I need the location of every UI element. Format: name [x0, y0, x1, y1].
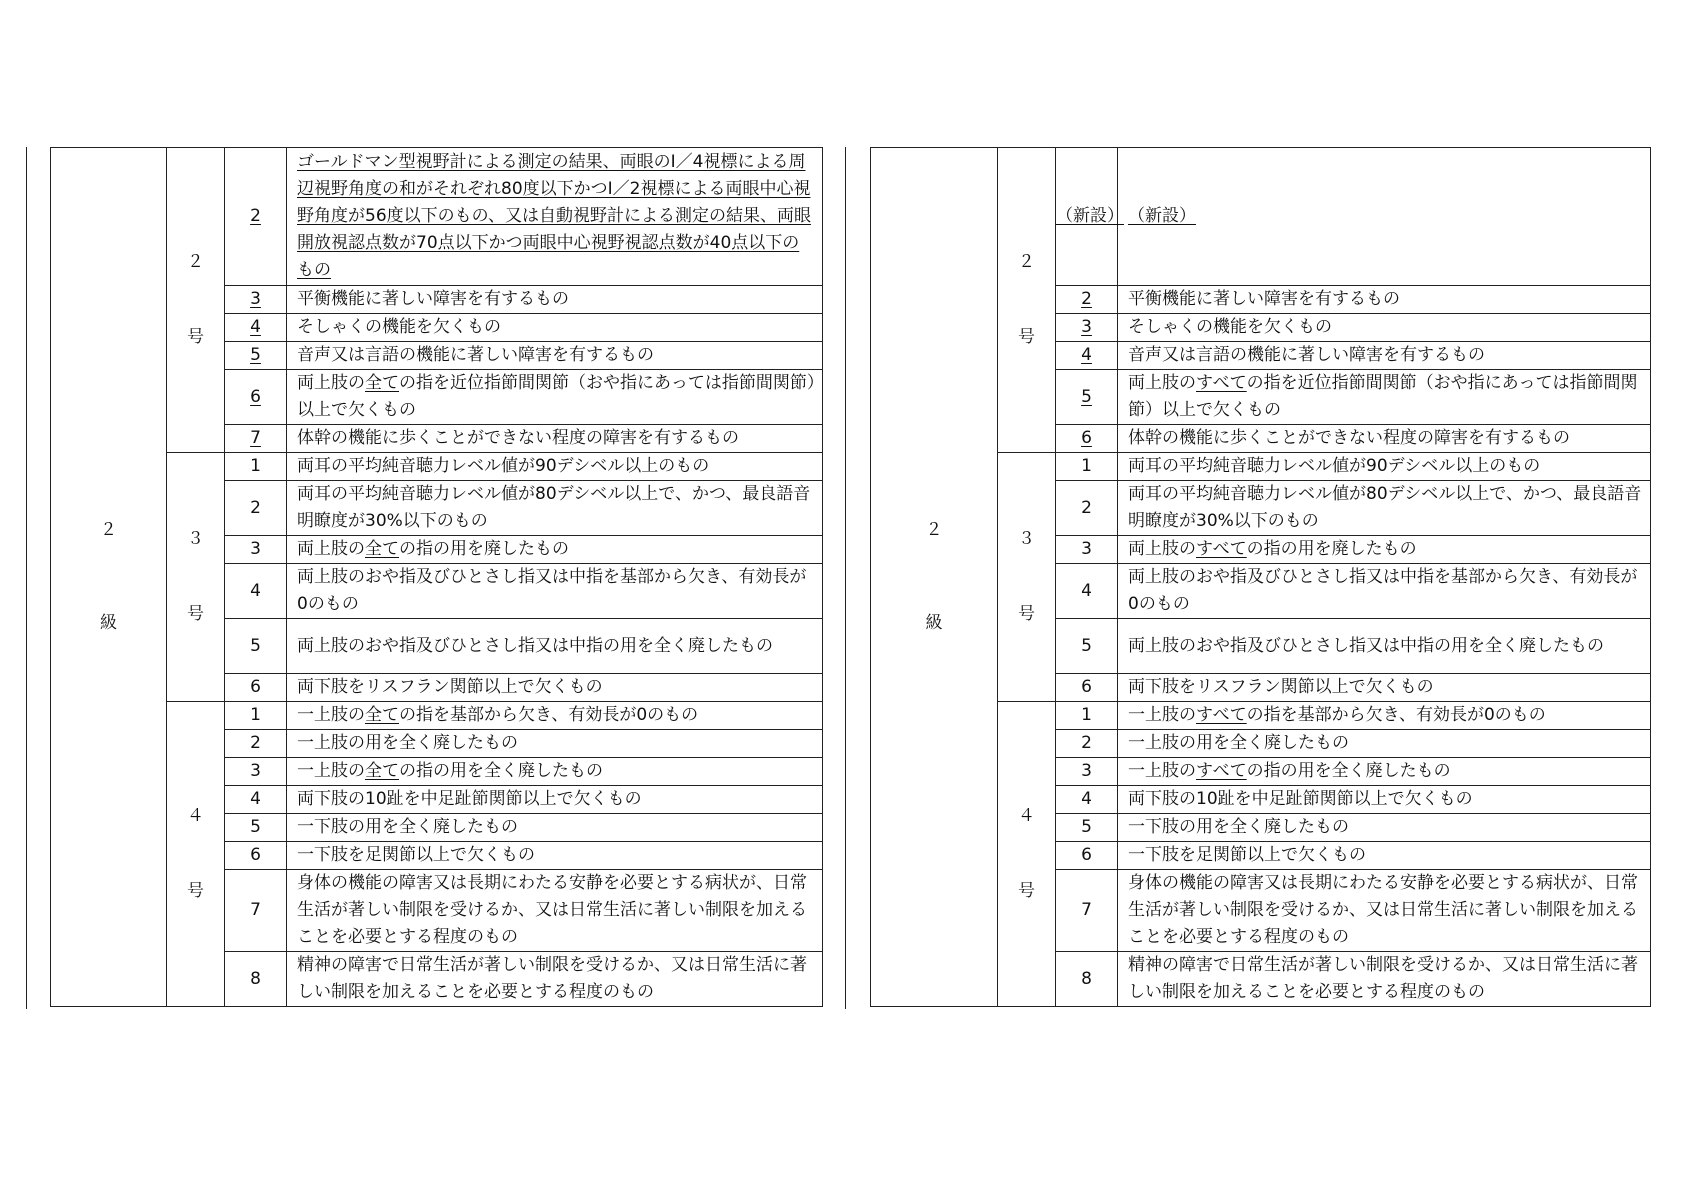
grade-number: ２ [925, 520, 943, 540]
item-number-cell [225, 314, 287, 342]
description-text: （新設） [1128, 206, 1196, 226]
description-amended-term: すべて [1196, 373, 1247, 393]
item-number-cell [1056, 786, 1118, 814]
description-amended-term: 全て [365, 539, 399, 559]
item-number-cell [225, 148, 287, 286]
item-description-cell [1118, 314, 1651, 342]
grade-kanji: 級 [925, 613, 943, 633]
item-description [297, 425, 816, 452]
left-margin-rule [26, 147, 27, 1009]
item-description-cell [287, 952, 823, 1007]
item-number: 5 [1081, 817, 1092, 837]
item-number-cell [1056, 842, 1118, 870]
go-cell [998, 702, 1056, 1007]
description-text-post: の指を近位指節間関節（おや指にあっては指節間関節）以上で欠くもの [297, 373, 816, 420]
item-number: 4 [250, 317, 261, 337]
item-description [1128, 314, 1644, 341]
item-number-cell [225, 952, 287, 1007]
item-number: 8 [250, 968, 261, 989]
description-text-post: の指の用を全く廃したもの [399, 761, 603, 781]
item-description-cell [287, 425, 823, 453]
item-description [297, 842, 816, 869]
item-description-cell [287, 619, 823, 674]
item-number: 5 [1081, 386, 1092, 407]
grade-label [51, 517, 166, 637]
go-label [998, 803, 1055, 905]
description-text: 一下肢を足関節以上で欠くもの [1128, 845, 1366, 865]
description-text-pre: 両上肢の [1128, 373, 1196, 393]
item-number-cell [225, 370, 287, 425]
go-label [998, 526, 1055, 628]
go-cell [998, 453, 1056, 702]
item-number: 2 [250, 206, 261, 226]
item-description [1128, 758, 1644, 785]
item-number-cell [1056, 342, 1118, 370]
description-text: 一上肢の用を全く廃したもの [1128, 733, 1349, 753]
left-grade-table [50, 147, 823, 1007]
item-description-cell [287, 564, 823, 619]
item-description [297, 370, 816, 424]
description-text: 両耳の平均純音聴力レベル値が90デシベル以上のもの [297, 456, 710, 476]
item-description [1128, 536, 1644, 563]
description-amended-term: 全て [365, 761, 399, 781]
item-number: 4 [1081, 580, 1092, 601]
item-description-cell [287, 453, 823, 481]
item-number: 1 [1081, 456, 1092, 476]
item-description-cell [1118, 870, 1651, 952]
table-row [51, 702, 823, 730]
description-text: そしゃくの機能を欠くもの [1128, 317, 1332, 337]
item-description-cell [287, 702, 823, 730]
go-kanji: 号 [187, 881, 204, 901]
item-number-cell [1056, 702, 1118, 730]
item-number-cell [1056, 730, 1118, 758]
description-text-pre: 一上肢の [297, 761, 365, 781]
item-number-cell [225, 342, 287, 370]
go-kanji: 号 [1018, 604, 1035, 624]
item-description-cell [1118, 425, 1651, 453]
description-amended-term: すべて [1196, 705, 1247, 725]
item-description [1128, 814, 1644, 841]
item-description [1128, 481, 1644, 535]
item-number: 5 [250, 817, 261, 837]
description-text: 平衡機能に著しい障害を有するもの [297, 289, 569, 309]
item-description [1128, 702, 1644, 729]
item-description [1128, 370, 1644, 424]
description-text: 身体の機能の障害又は長期にわたる安静を必要とする病状が、日常生活が著しい制限を受けるか、又は日常生活に著しい制限を加えることを必要とする程度のもの [297, 873, 807, 947]
go-number: ２ [1018, 252, 1035, 272]
item-description [1128, 870, 1644, 951]
description-text: 音声又は言語の機能に著しい障害を有するもの [1128, 345, 1485, 365]
item-number: 2 [1081, 733, 1092, 753]
item-description [297, 786, 816, 813]
item-description-cell [1118, 342, 1651, 370]
item-number: 4 [1081, 789, 1092, 809]
description-text: 一下肢を足関節以上で欠くもの [297, 845, 535, 865]
description-text: 身体の機能の障害又は長期にわたる安静を必要とする病状が、日常生活が著しい制限を受けるか、又は日常生活に著しい制限を加えることを必要とする程度のもの [1128, 873, 1638, 947]
item-description [297, 536, 816, 563]
grade-cell [51, 148, 167, 1007]
item-number-cell [225, 481, 287, 536]
description-amended-term: すべて [1196, 761, 1247, 781]
go-number: ３ [187, 529, 204, 549]
item-number: 7 [1081, 900, 1092, 920]
item-description-cell [287, 674, 823, 702]
item-number-cell [1056, 758, 1118, 786]
item-number-cell [225, 425, 287, 453]
go-number: ４ [187, 806, 204, 826]
description-text-post: の指の用を全く廃したもの [1246, 761, 1451, 781]
item-number: 2 [1081, 497, 1092, 518]
item-description [1128, 952, 1644, 1006]
description-text: ゴールドマン型視野計による測定の結果、両眼のI／4視標による周辺視野角度の和がそれぞれ80度以下かつI／2視標による両眼中心視野角度が56度以下のもの、又は自動視野計による測定の結果、両眼開放視認点数が70点以下かつ両眼中心視野視認点数が40点以下のもの [297, 152, 811, 280]
item-number: 7 [250, 428, 261, 448]
item-description-cell [287, 842, 823, 870]
description-text: 体幹の機能に歩くことができない程度の障害を有するもの [1128, 428, 1570, 448]
description-text: そしゃくの機能を欠くもの [297, 317, 501, 337]
item-number-cell [1056, 564, 1118, 619]
item-number: 2 [250, 497, 261, 518]
item-description [1128, 564, 1644, 618]
item-description-cell [1118, 814, 1651, 842]
description-text: 両下肢をリスフラン関節以上で欠くもの [1128, 677, 1434, 697]
table-body [51, 148, 823, 1007]
description-text-pre: 両上肢の [297, 373, 365, 393]
description-text-pre: 一上肢の [297, 705, 365, 725]
item-description [1128, 730, 1644, 757]
item-description-cell [287, 481, 823, 536]
description-text: 両上肢のおや指及びひとさし指又は中指を基部から欠き、有効長が0のもの [1128, 567, 1638, 614]
item-description-cell [1118, 370, 1651, 425]
item-number-cell [1056, 674, 1118, 702]
go-number: ２ [187, 252, 204, 272]
item-number-cell [1056, 453, 1118, 481]
item-description [297, 286, 816, 313]
item-number: 6 [1081, 428, 1092, 448]
go-kanji: 号 [187, 327, 204, 347]
item-description-cell [1118, 842, 1651, 870]
item-number: 1 [250, 456, 261, 476]
item-description-cell [287, 148, 823, 286]
item-number-cell [225, 786, 287, 814]
description-text: 両下肢の10趾を中足趾節関節以上で欠くもの [1128, 789, 1473, 809]
item-number: 5 [1081, 635, 1092, 656]
item-description-cell [1118, 564, 1651, 619]
item-description [297, 758, 816, 785]
item-description-cell [1118, 481, 1651, 536]
item-description [297, 633, 816, 660]
item-description-cell [287, 730, 823, 758]
item-description-cell [287, 758, 823, 786]
item-number-cell [225, 674, 287, 702]
description-text-pre: 一上肢の [1128, 761, 1196, 781]
description-text-pre: 両上肢の [297, 539, 365, 559]
description-text: 両上肢のおや指及びひとさし指又は中指の用を全く廃したもの [297, 635, 773, 656]
item-number-cell [225, 619, 287, 674]
item-description [297, 149, 816, 284]
table-body [871, 148, 1651, 1007]
go-kanji: 号 [187, 604, 204, 624]
go-label [167, 526, 224, 628]
description-text-pre: 一上肢の [1128, 705, 1196, 725]
go-kanji: 号 [1018, 881, 1035, 901]
item-description-cell [287, 342, 823, 370]
item-number: 3 [1081, 539, 1092, 559]
item-description [1128, 286, 1644, 313]
item-number: 6 [250, 386, 261, 407]
item-description [1128, 453, 1644, 480]
description-text: 両耳の平均純音聴力レベル値が80デシベル以上で、かつ、最良語音明瞭度が30%以下のもの [297, 484, 811, 531]
item-description-cell [1118, 536, 1651, 564]
item-number: 3 [250, 289, 261, 309]
description-amended-term: 全て [365, 373, 399, 393]
item-number-cell [1056, 952, 1118, 1007]
item-description-cell [1118, 619, 1651, 674]
description-text-post: の指を基部から欠き、有効長が0のもの [1246, 705, 1546, 725]
description-amended-term: すべて [1196, 539, 1247, 559]
item-description [297, 814, 816, 841]
item-number: 3 [1081, 761, 1092, 781]
item-number: 3 [250, 761, 261, 781]
item-number: （新設） [1056, 206, 1124, 226]
go-label [167, 249, 224, 351]
item-number: 5 [250, 635, 261, 656]
description-text: 両耳の平均純音聴力レベル値が80デシベル以上で、かつ、最良語音明瞭度が30%以下のもの [1128, 484, 1642, 531]
description-amended-term: 全て [365, 705, 399, 725]
item-number: 4 [250, 789, 261, 809]
item-description-cell [287, 786, 823, 814]
item-description [1128, 425, 1644, 452]
item-number: 6 [1081, 677, 1092, 697]
go-label [167, 803, 224, 905]
item-description [1128, 674, 1644, 701]
item-number-cell [1056, 425, 1118, 453]
item-description [297, 702, 816, 729]
item-description [1128, 342, 1644, 369]
table-row [51, 148, 823, 286]
description-text: 精神の障害で日常生活が著しい制限を受けるか、又は日常生活に著しい制限を加えることを必要とする程度のもの [297, 955, 807, 1002]
item-description [297, 952, 816, 1006]
item-description [297, 481, 816, 535]
item-number-cell [225, 536, 287, 564]
description-text: 両耳の平均純音聴力レベル値が90デシベル以上のもの [1128, 456, 1541, 476]
item-number-cell [1056, 870, 1118, 952]
item-description-cell [287, 370, 823, 425]
item-number-cell [225, 286, 287, 314]
item-number: 6 [1081, 845, 1092, 865]
item-description [1128, 203, 1644, 230]
item-description [297, 564, 816, 618]
item-number-cell [225, 758, 287, 786]
table-row [51, 453, 823, 481]
go-cell [167, 148, 225, 453]
item-number-cell [1056, 286, 1118, 314]
item-number-cell [225, 564, 287, 619]
item-description [297, 453, 816, 480]
description-text-post: の指を基部から欠き、有効長が0のもの [399, 705, 699, 725]
description-text-post: の指の用を廃したもの [399, 539, 569, 559]
item-description-cell [287, 314, 823, 342]
go-cell [167, 453, 225, 702]
table-row [871, 148, 1651, 286]
item-number-cell [225, 702, 287, 730]
item-number: 7 [250, 900, 261, 920]
item-description-cell [1118, 786, 1651, 814]
item-number: 6 [250, 677, 261, 697]
grade-kanji: 級 [100, 613, 117, 633]
center-divider-rule [845, 147, 846, 1009]
item-description-cell [1118, 453, 1651, 481]
item-number-cell [225, 730, 287, 758]
description-text: 一下肢の用を全く廃したもの [297, 817, 518, 837]
item-number: 4 [250, 580, 261, 601]
description-text: 体幹の機能に歩くことができない程度の障害を有するもの [297, 428, 739, 448]
item-number-cell [1056, 481, 1118, 536]
item-number: 6 [250, 845, 261, 865]
item-number-cell [225, 814, 287, 842]
item-description-cell [287, 870, 823, 952]
item-description-cell [1118, 758, 1651, 786]
item-description-cell [1118, 674, 1651, 702]
description-text-post: の指を近位指節間関節（おや指にあっては指節間関節）以上で欠くもの [1128, 373, 1638, 420]
grade-label [871, 517, 997, 637]
description-text: 両下肢をリスフラン関節以上で欠くもの [297, 677, 603, 697]
item-description [1128, 633, 1644, 660]
item-number: 1 [1081, 705, 1092, 725]
grade-number: ２ [100, 520, 117, 540]
item-number-cell [1056, 370, 1118, 425]
description-text-pre: 両上肢の [1128, 539, 1196, 559]
item-number: 5 [250, 345, 261, 365]
item-description-cell [1118, 148, 1651, 286]
item-number-cell [225, 453, 287, 481]
right-grade-table [870, 147, 1651, 1007]
item-number-cell [1056, 314, 1118, 342]
item-number: 1 [250, 705, 261, 725]
item-number: 3 [250, 539, 261, 559]
item-number-cell [1056, 619, 1118, 674]
item-number: 2 [1081, 289, 1092, 309]
item-description [1128, 842, 1644, 869]
item-description [1128, 786, 1644, 813]
description-text: 両上肢のおや指及びひとさし指又は中指を基部から欠き、有効長が0のもの [297, 567, 807, 614]
grade-cell [871, 148, 998, 1007]
item-description-cell [1118, 730, 1651, 758]
item-description-cell [1118, 286, 1651, 314]
item-description [297, 342, 816, 369]
item-description [297, 730, 816, 757]
description-text-post: の指の用を廃したもの [1246, 539, 1417, 559]
item-description-cell [287, 814, 823, 842]
description-text: 音声又は言語の機能に著しい障害を有するもの [297, 345, 654, 365]
item-number: 8 [1081, 968, 1092, 989]
item-description-cell [287, 286, 823, 314]
item-description [297, 870, 816, 951]
description-text: 平衡機能に著しい障害を有するもの [1128, 289, 1400, 309]
item-description-cell [287, 536, 823, 564]
item-number: 2 [250, 733, 261, 753]
go-cell [998, 148, 1056, 453]
item-number-cell [1056, 148, 1124, 286]
item-number: 3 [1081, 317, 1092, 337]
description-text: 両上肢のおや指及びひとさし指又は中指の用を全く廃したもの [1128, 635, 1604, 656]
item-description [297, 674, 816, 701]
item-number-cell [1056, 814, 1118, 842]
item-number: 4 [1081, 345, 1092, 365]
go-kanji: 号 [1018, 327, 1035, 347]
go-number: ３ [1018, 529, 1035, 549]
item-number-cell [1056, 536, 1118, 564]
go-label [998, 249, 1055, 351]
item-description-cell [1118, 952, 1651, 1007]
item-description [297, 314, 816, 341]
item-number-cell [225, 870, 287, 952]
item-number-cell [225, 842, 287, 870]
description-text: 一下肢の用を全く廃したもの [1128, 817, 1349, 837]
item-description-cell [1118, 702, 1651, 730]
go-number: ４ [1018, 806, 1035, 826]
go-cell [167, 702, 225, 1007]
description-text: 一上肢の用を全く廃したもの [297, 733, 518, 753]
description-text: 精神の障害で日常生活が著しい制限を受けるか、又は日常生活に著しい制限を加えることを必要とする程度のもの [1128, 955, 1638, 1002]
description-text: 両下肢の10趾を中足趾節関節以上で欠くもの [297, 789, 642, 809]
